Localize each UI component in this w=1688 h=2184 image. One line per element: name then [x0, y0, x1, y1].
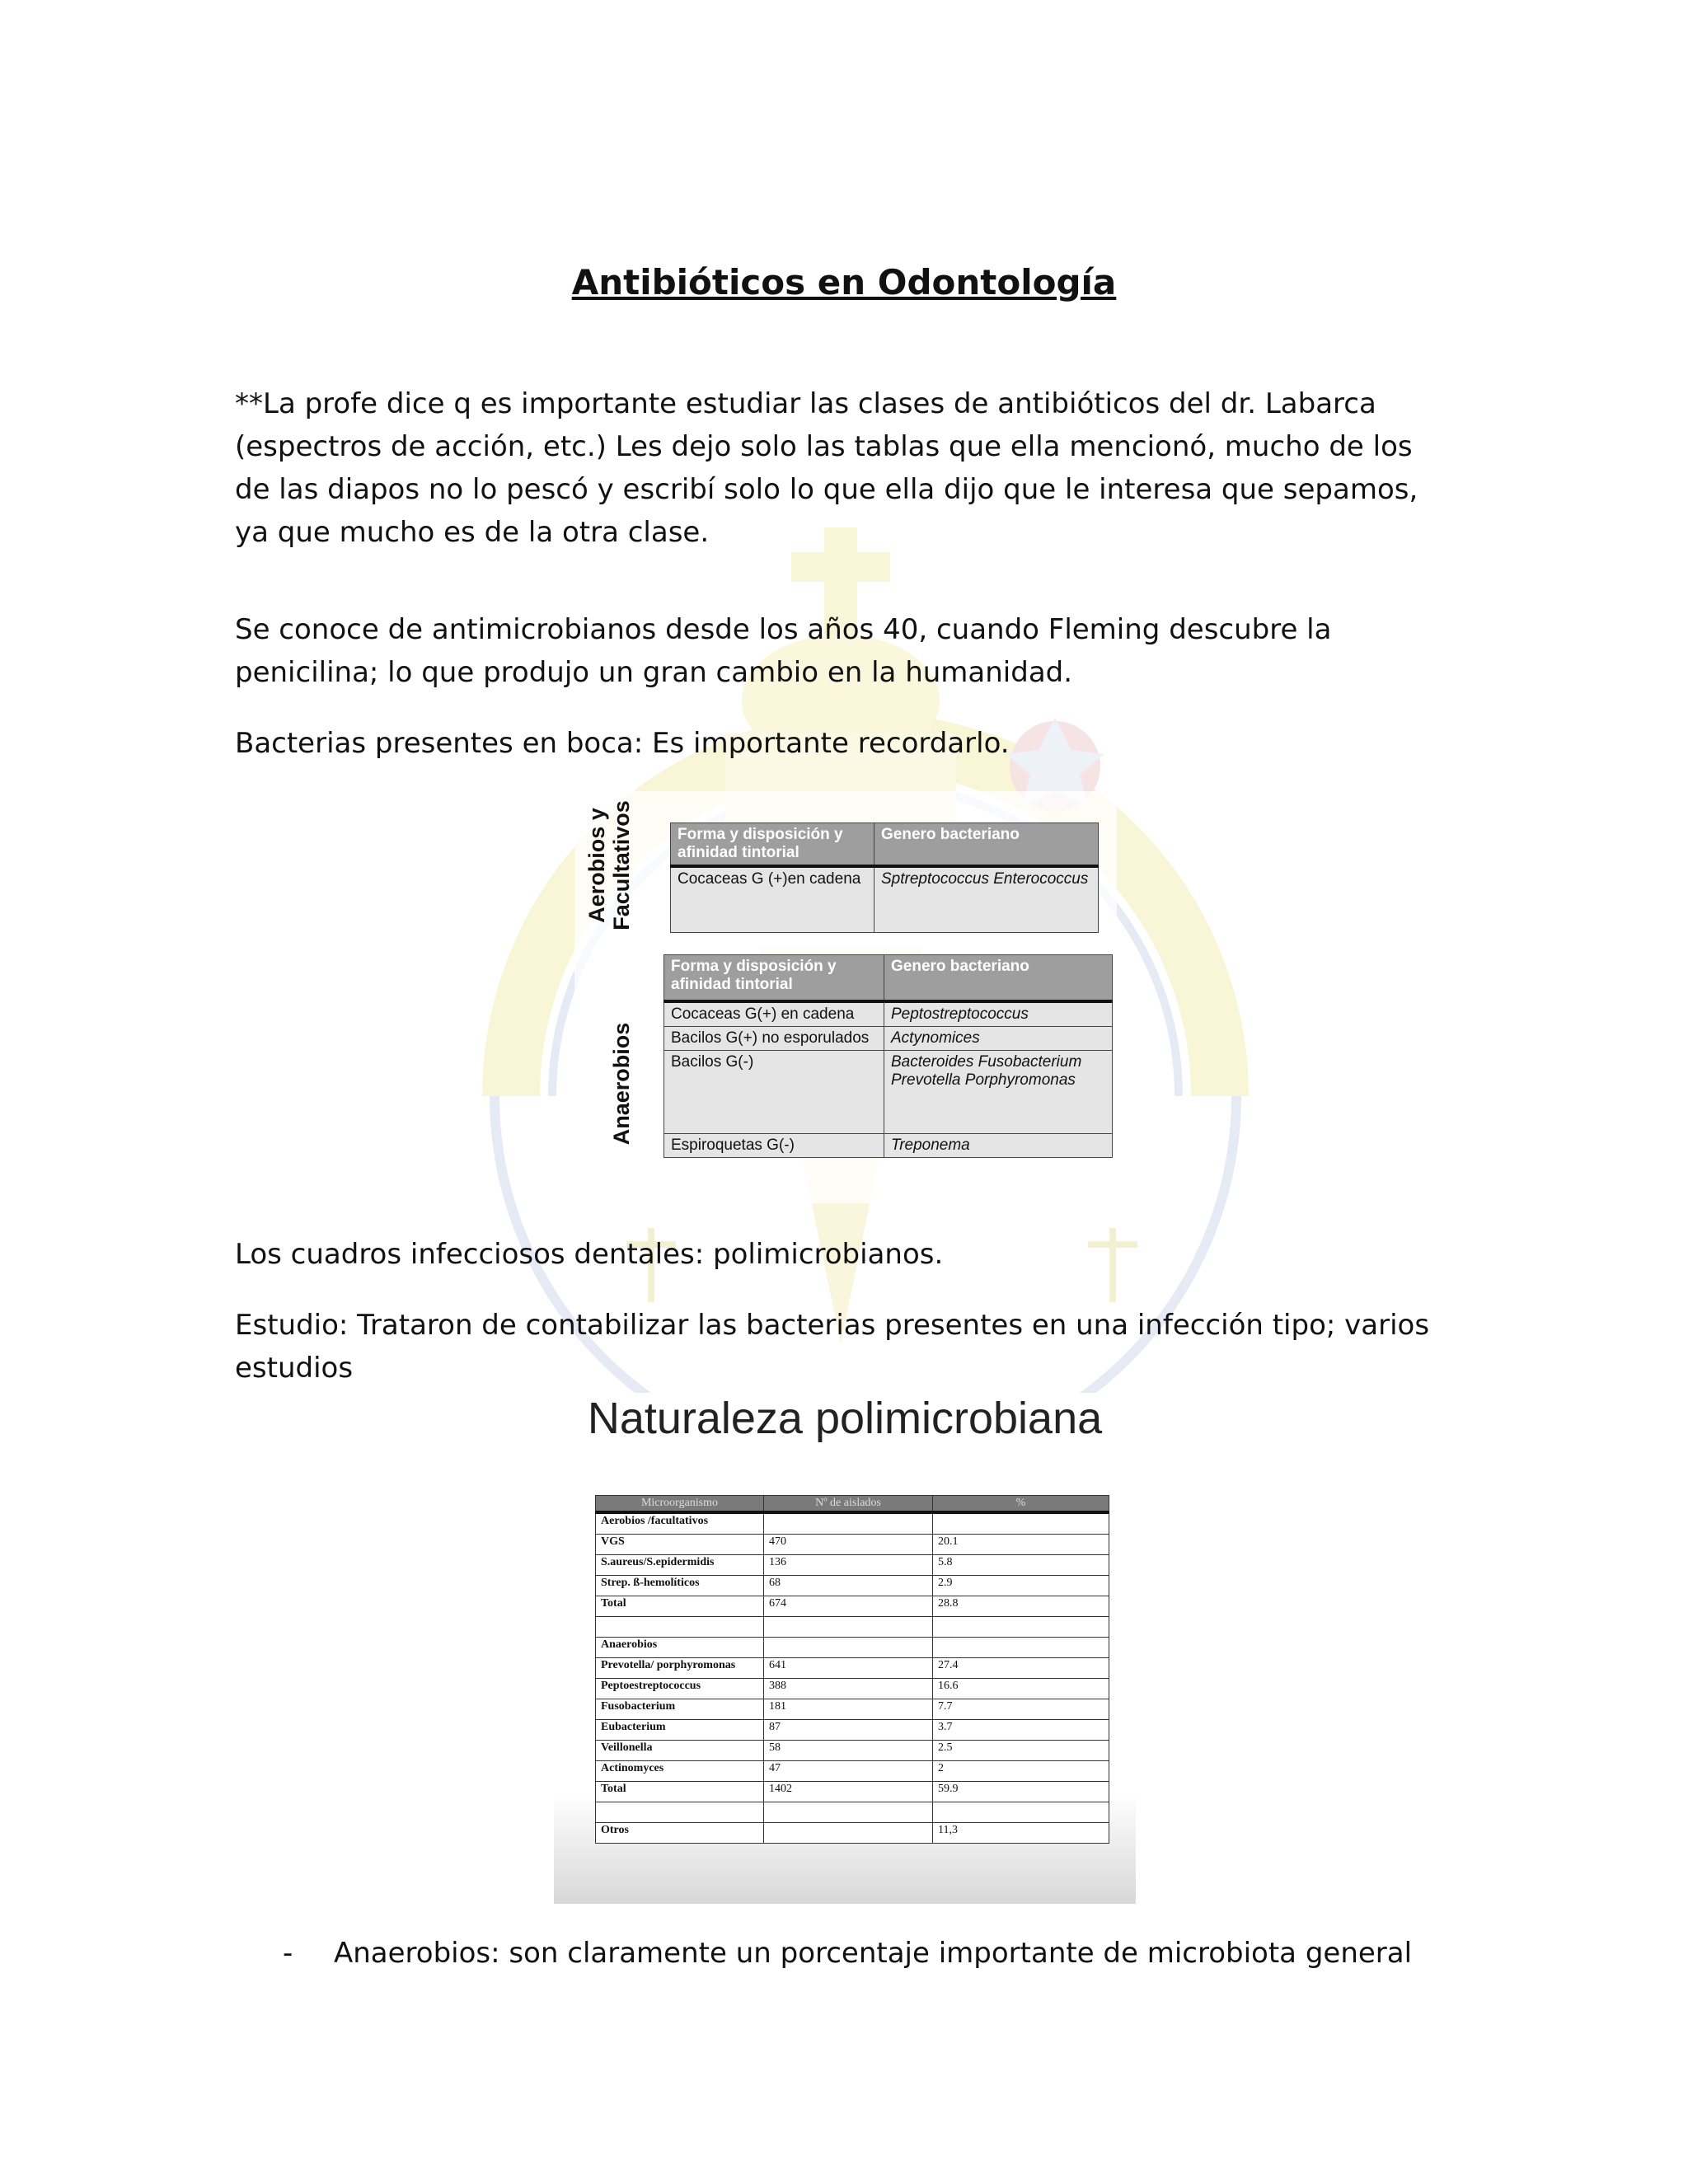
table-row: [596, 1720, 1109, 1741]
intro-paragraph: **La profe dice q es importante estudiar las clases de antibióticos del dr. Labarca (espectros de acción, etc.) Les dejo solo las tablas que ella mencionó, mucho de los de las diapos no lo pescó y escribí solo lo que ella dijo que le interesa que sepamos, ya que mucho es de la otra clase.: [235, 387, 1418, 549]
bacteria-table-figure: [574, 791, 1117, 1203]
table-row: [596, 1512, 1109, 1535]
cell-percent: [933, 1638, 1109, 1658]
cell-percent: [933, 1617, 1109, 1638]
table-row: [664, 1027, 1113, 1051]
table-row: [596, 1679, 1109, 1699]
polimicro-paragraph: Los cuadros infecciosos dentales: polimicrobianos.: [235, 1238, 944, 1271]
table-row: [596, 1555, 1109, 1576]
estudio-paragraph: Estudio: Trataron de contabilizar las bacterias presentes en una infección tipo; varios estudios: [235, 1309, 1430, 1385]
cell-microorganismo: Peptoestreptococcus: [596, 1679, 764, 1699]
table-row: [596, 1617, 1109, 1638]
cell-forma: Bacilos G(+) no esporulados: [664, 1027, 884, 1051]
cell-percent: 59.9: [933, 1782, 1109, 1802]
cell-forma: Espiroquetas G(-): [664, 1134, 884, 1158]
table-row: [596, 1576, 1109, 1596]
cell-percent: [933, 1512, 1109, 1535]
anaerobios-table: [663, 954, 1113, 1158]
cell-microorganismo: Strep. ß-hemolíticos: [596, 1576, 764, 1596]
figure-title: Naturaleza polimicrobiana: [587, 1394, 1103, 1443]
cell-genero: Sptreptococcus Enterococcus: [874, 866, 1099, 933]
cell-microorganismo: Actinomyces: [596, 1761, 764, 1782]
cell-microorganismo: Veillonella: [596, 1741, 764, 1761]
cell-forma: Cocaceas G(+) en cadena: [664, 1001, 884, 1027]
table-row: [596, 1782, 1109, 1802]
cell-aislados: 641: [764, 1658, 933, 1679]
table-row: [596, 1638, 1109, 1658]
polimicrobial-figure: [554, 1393, 1136, 1904]
cell-aislados: [764, 1638, 933, 1658]
cell-percent: 2.9: [933, 1576, 1109, 1596]
cell-forma: Cocaceas G (+)en cadena: [671, 866, 874, 933]
history-paragraph: Se conoce de antimicrobianos desde los años 40, cuando Fleming descubre la penicilina; lo que produjo un gran cambio en la humanidad.: [235, 613, 1332, 689]
header-genero: Genero bacteriano: [874, 823, 1099, 867]
cell-microorganismo: Prevotella/ porphyromonas: [596, 1658, 764, 1679]
cell-microorganismo: [596, 1802, 764, 1823]
cell-microorganismo: Total: [596, 1596, 764, 1617]
table-row: [596, 1761, 1109, 1782]
bacteria-intro-paragraph: Bacterias presentes en boca: Es importante recordarlo.: [235, 727, 1010, 760]
cell-aislados: 47: [764, 1761, 933, 1782]
cell-percent: 28.8: [933, 1596, 1109, 1617]
aerobios-table: [670, 823, 1099, 933]
cell-aislados: 470: [764, 1535, 933, 1555]
cell-microorganismo: VGS: [596, 1535, 764, 1555]
cell-genero: Actynomices: [884, 1027, 1113, 1051]
group-label-anaerobios: Anaerobios: [609, 1022, 634, 1146]
cell-microorganismo: Total: [596, 1782, 764, 1802]
cell-forma: Bacilos G(-): [664, 1051, 884, 1134]
cell-percent: 5.8: [933, 1555, 1109, 1576]
cell-aislados: 181: [764, 1699, 933, 1720]
cell-percent: 2.5: [933, 1741, 1109, 1761]
cell-genero: Treponema: [884, 1134, 1113, 1158]
cell-percent: 20.1: [933, 1535, 1109, 1555]
cell-aislados: 674: [764, 1596, 933, 1617]
microorganism-table: [595, 1495, 1109, 1844]
table-row: [664, 1051, 1113, 1134]
group-label-aerobios: Aerobios y Facultativos: [584, 800, 634, 930]
header-aislados: Nº de aislados: [764, 1496, 933, 1513]
cell-percent: 16.6: [933, 1679, 1109, 1699]
table-row: [596, 1699, 1109, 1720]
cell-microorganismo: Fusobacterium: [596, 1699, 764, 1720]
cell-percent: 27.4: [933, 1658, 1109, 1679]
page-title: Antibióticos en Odontología: [571, 262, 1117, 302]
table-row: [671, 866, 1099, 933]
table-row: [596, 1741, 1109, 1761]
bullet-text: Anaerobios: son claramente un porcentaje importante de microbiota general: [334, 1937, 1413, 1970]
cell-aislados: 58: [764, 1741, 933, 1761]
table-row: [596, 1802, 1109, 1823]
cell-aislados: [764, 1617, 933, 1638]
cell-microorganismo: S.aureus/S.epidermidis: [596, 1555, 764, 1576]
cell-percent: 2: [933, 1761, 1109, 1782]
cell-microorganismo: [596, 1617, 764, 1638]
table-row: [596, 1823, 1109, 1844]
cell-aislados: [764, 1512, 933, 1535]
table-row: [664, 1134, 1113, 1158]
cell-aislados: 68: [764, 1576, 933, 1596]
table-row: [664, 1001, 1113, 1027]
cell-aislados: [764, 1802, 933, 1823]
cell-genero: Bacteroides Fusobacterium Prevotella Porphyromonas: [884, 1051, 1113, 1134]
header-percent: %: [933, 1496, 1109, 1513]
cell-aislados: 87: [764, 1720, 933, 1741]
cell-microorganismo: Otros: [596, 1823, 764, 1844]
bullet-marker: -: [283, 1937, 293, 1970]
cell-genero: Peptostreptococcus: [884, 1001, 1113, 1027]
cell-microorganismo: Aerobios /facultativos: [596, 1512, 764, 1535]
header-forma: Forma y disposición y afinidad tintorial: [671, 823, 874, 867]
cell-percent: 7.7: [933, 1699, 1109, 1720]
header-genero: Genero bacteriano: [884, 955, 1113, 1002]
cell-aislados: 1402: [764, 1782, 933, 1802]
cell-aislados: 388: [764, 1679, 933, 1699]
header-microorganismo: Microorganismo: [596, 1496, 764, 1513]
cell-aislados: 136: [764, 1555, 933, 1576]
cell-percent: [933, 1802, 1109, 1823]
cell-aislados: [764, 1823, 933, 1844]
cell-microorganismo: Eubacterium: [596, 1720, 764, 1741]
cell-percent: 11,3: [933, 1823, 1109, 1844]
table-row: [596, 1658, 1109, 1679]
cell-percent: 3.7: [933, 1720, 1109, 1741]
table-row: [596, 1596, 1109, 1617]
cell-microorganismo: Anaerobios: [596, 1638, 764, 1658]
table-row: [596, 1535, 1109, 1555]
header-forma: Forma y disposición y afinidad tintorial: [664, 955, 884, 1002]
